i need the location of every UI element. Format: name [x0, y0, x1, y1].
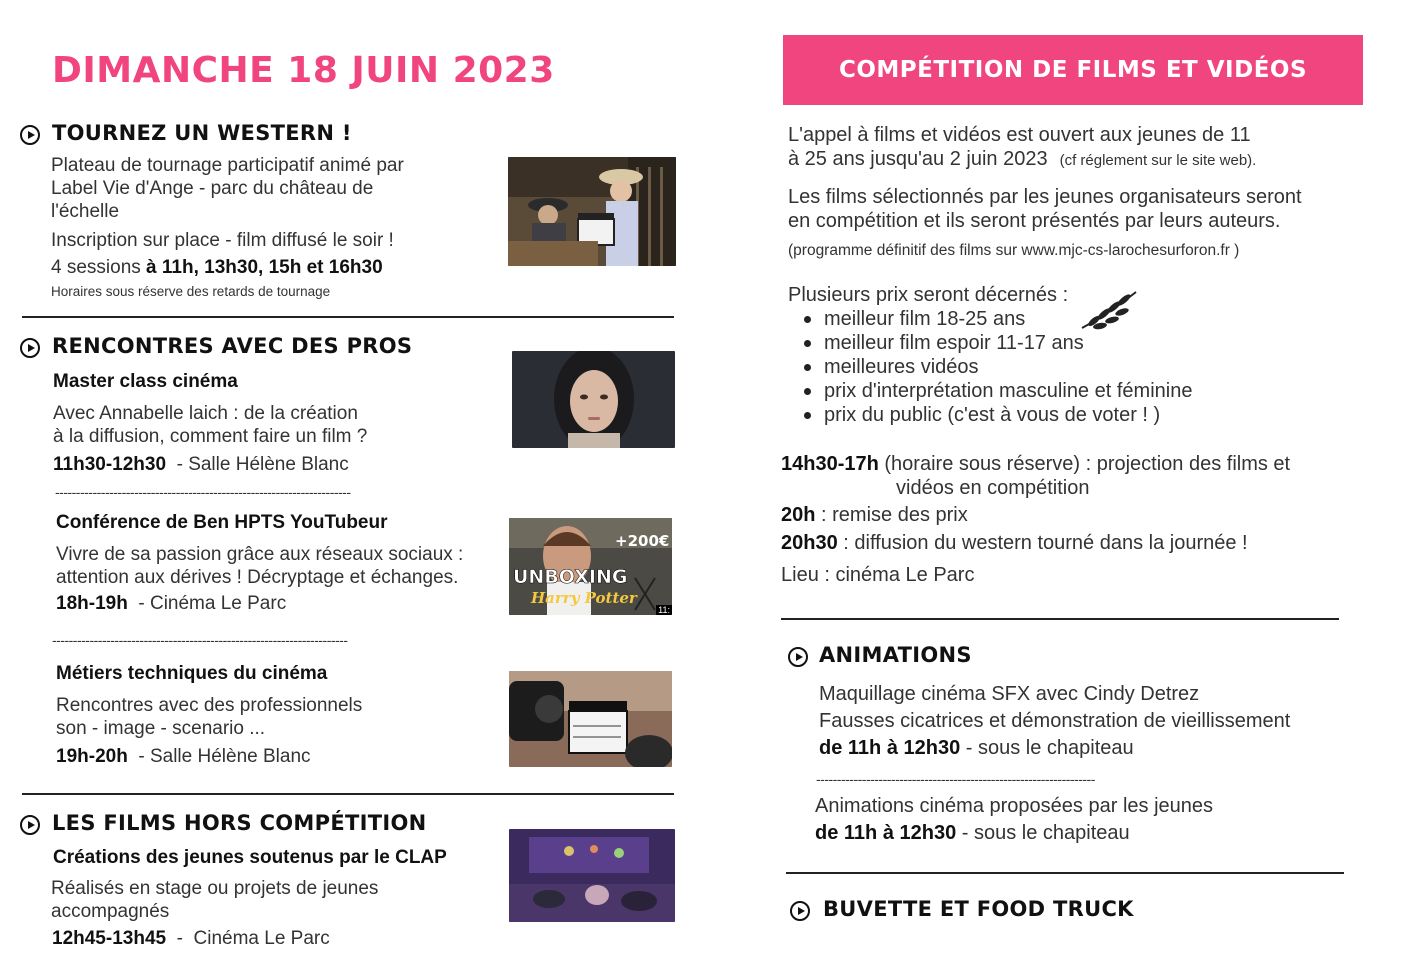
masterclass-title: Master class cinéma	[53, 371, 238, 392]
divider	[786, 872, 1344, 874]
section-title-buvette: BUVETTE ET FOOD TRUCK	[823, 897, 1134, 921]
western-desc-3: l'échelle	[51, 201, 120, 222]
animations-time-1: de 11h à 12h30	[819, 737, 961, 759]
section-title-hors-competition: LES FILMS HORS COMPÉTITION	[52, 811, 427, 835]
masterclass-line-1: Avec Annabelle laich : de la création	[53, 403, 358, 424]
divider	[781, 618, 1339, 620]
play-circle-icon	[788, 647, 808, 667]
conference-line-1: Vivre de sa passion grâce aux réseaux sociaux :	[56, 544, 464, 565]
schedule-text-1: (horaire sous réserve) : projection des films et	[878, 453, 1291, 475]
play-circle-icon	[790, 901, 810, 921]
selected-line-1: Les films sélectionnés par les jeunes organisateurs seront	[788, 186, 1302, 208]
schedule-text-2: : remise des prix	[815, 504, 968, 526]
dashed-separator: -----------------------------------------------------------------------	[52, 632, 348, 648]
list-item: meilleur film 18-25 ans	[804, 307, 1192, 331]
thumb-duration: 11:	[658, 605, 670, 615]
intro-line-2	[788, 148, 1256, 172]
metiers-line-2: son - image - scenario ...	[56, 718, 266, 739]
list-item: prix d'interprétation masculine et féminine	[804, 379, 1192, 403]
hors-place: - Cinéma Le Parc	[166, 928, 330, 949]
western-desc-1: Plateau de tournage participatif animé par	[51, 155, 404, 176]
divider	[22, 316, 674, 318]
play-circle-icon	[20, 815, 40, 835]
thumb-badge: +200€	[615, 532, 670, 550]
selected-line-2: en compétition et ils seront présentés par leurs auteurs.	[788, 210, 1281, 232]
hors-subtitle: Créations des jeunes soutenus par le CLAP	[53, 847, 447, 868]
metiers-place: - Salle Hélène Blanc	[127, 746, 311, 767]
schedule-prizes	[781, 504, 968, 527]
animations-place-2: - sous le chapiteau	[956, 822, 1130, 844]
schedule-time-2: 20h	[781, 504, 816, 526]
competition-banner: COMPÉTITION DE FILMS ET VIDÉOS	[783, 35, 1363, 105]
metiers-line-1: Rencontres avec des professionnels	[56, 695, 363, 716]
western-inscription: Inscription sur place - film diffusé le soir !	[51, 230, 394, 251]
youtube-thumbnail	[509, 518, 672, 615]
schedule-western	[781, 532, 1248, 555]
prizes-list	[804, 307, 1192, 427]
masterclass-line-2: à la diffusion, comment faire un film ?	[53, 426, 368, 447]
sessions-prefix: 4 sessions	[51, 257, 147, 278]
western-sessions	[51, 256, 383, 279]
animations-place-1: - sous le chapiteau	[960, 737, 1134, 759]
list-item: meilleures vidéos	[804, 355, 1192, 379]
animations-time-2: de 11h à 12h30	[815, 822, 957, 844]
hors-time: 12h45-13h45	[52, 928, 167, 949]
list-item: prix du public (c'est à vous de voter ! )	[804, 403, 1192, 427]
hors-time-place	[52, 927, 330, 950]
conference-time-place	[56, 592, 286, 615]
sessions-times: à 11h, 13h30, 15h et 16h30	[146, 257, 383, 278]
intro-small-note: (cf réglement sur le site web).	[1059, 152, 1257, 169]
dashed-separator: -----------------------------------------------------------------------	[55, 484, 351, 500]
schedule-projection	[781, 453, 1290, 476]
schedule-time-1: 14h30-17h	[781, 453, 879, 475]
schedule-lieu: Lieu : cinéma Le Parc	[781, 564, 975, 586]
page-title: DIMANCHE 18 JUIN 2023	[52, 50, 555, 91]
play-circle-icon	[20, 125, 40, 145]
thumb-subtitle: Harry Potter	[531, 589, 637, 607]
prizes-intro: Plusieurs prix seront décernés :	[788, 284, 1069, 306]
masterclass-place: - Salle Hélène Blanc	[166, 454, 349, 475]
conference-time: 18h-19h	[56, 593, 128, 614]
intro-line-1: L'appel à films et vidéos est ouvert aux jeunes de 11	[788, 124, 1251, 146]
schedule-projection-cont: vidéos en compétition	[896, 477, 1090, 499]
western-desc-2: Label Vie d'Ange - parc du château de	[51, 178, 374, 199]
animations-line-2: Fausses cicatrices et démonstration de vieillissement	[819, 710, 1291, 732]
programme-note: (programme définitif des films sur www.mjc-cs-larochesurforon.fr )	[788, 242, 1240, 259]
play-circle-icon	[20, 338, 40, 358]
hors-line-1: Réalisés en stage ou projets de jeunes	[51, 878, 379, 899]
dashed-separator: -------------------------------------------------------------------	[816, 771, 1095, 787]
western-photo	[508, 157, 676, 266]
conference-line-2: attention aux dérives ! Décryptage et échanges.	[56, 567, 459, 588]
western-note: Horaires sous réserve des retards de tournage	[51, 284, 331, 299]
hors-line-2: accompagnés	[51, 901, 170, 922]
conference-title: Conférence de Ben HPTS YouTubeur	[56, 512, 388, 533]
masterclass-photo	[512, 351, 675, 448]
section-title-western: TOURNEZ UN WESTERN !	[52, 121, 352, 145]
metiers-time-place	[56, 745, 311, 768]
schedule-text-3: : diffusion du western tourné dans la journée !	[837, 532, 1248, 554]
schedule-time-3: 20h30	[781, 532, 838, 554]
hors-photo	[509, 829, 675, 922]
thumb-title: UNBOXING	[513, 566, 628, 588]
section-title-animations: ANIMATIONS	[819, 643, 972, 667]
masterclass-time: 11h30-12h30	[53, 454, 167, 475]
animations-jeunes: Animations cinéma proposées par les jeunes	[815, 795, 1213, 817]
metiers-photo	[509, 671, 672, 767]
list-item: meilleur film espoir 11-17 ans	[804, 331, 1192, 355]
conference-place: - Cinéma Le Parc	[127, 593, 287, 614]
masterclass-time-place	[53, 453, 349, 476]
divider	[22, 793, 674, 795]
animations-time-place	[819, 737, 1134, 760]
animations-time-place-2	[815, 822, 1130, 845]
intro-line-2-text: à 25 ans jusqu'au 2 juin 2023	[788, 148, 1048, 170]
metiers-title: Métiers techniques du cinéma	[56, 663, 328, 684]
animations-line-1: Maquillage cinéma SFX avec Cindy Detrez	[819, 683, 1200, 705]
metiers-time: 19h-20h	[56, 746, 128, 767]
section-title-pros: RENCONTRES AVEC DES PROS	[52, 334, 413, 358]
